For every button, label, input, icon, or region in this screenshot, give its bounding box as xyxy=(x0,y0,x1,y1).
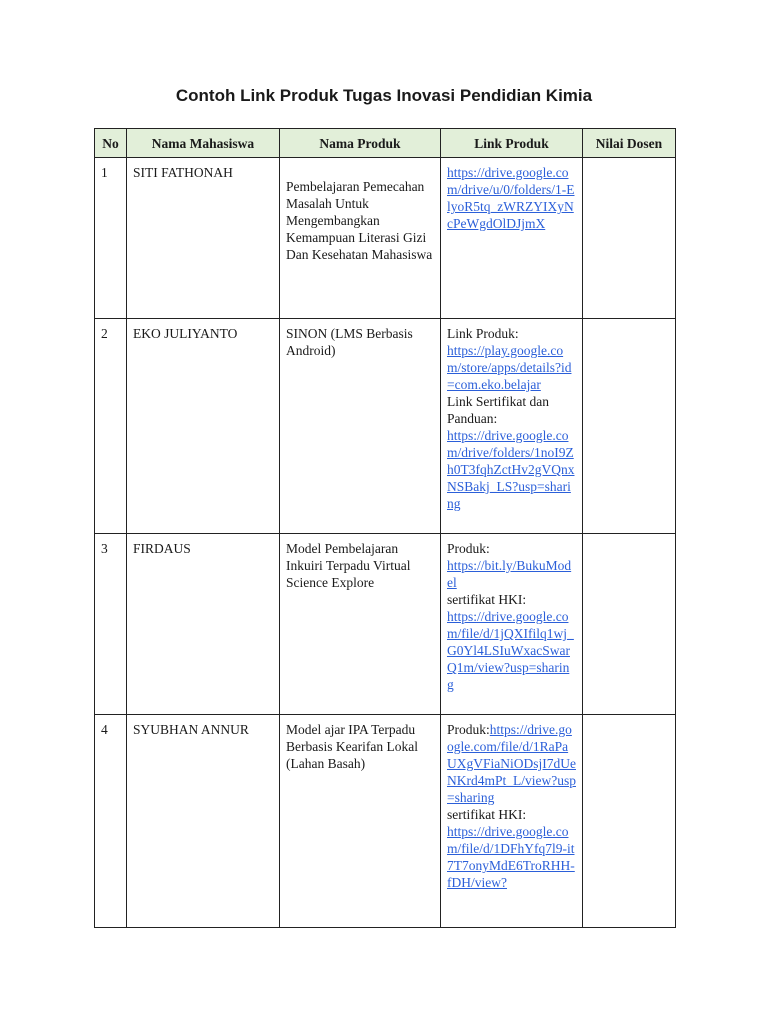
document-title: Contoh Link Produk Tugas Inovasi Pendidian Kimia xyxy=(175,86,593,105)
cell-nama-produk: Model ajar IPA Terpadu Berbasis Kearifan Lokal (Lahan Basah) xyxy=(280,715,441,928)
cell-link-produk xyxy=(441,534,583,715)
product-link[interactable]: https://play.google.com/store/apps/details?id=com.eko.belajar xyxy=(447,343,572,392)
table-row xyxy=(95,715,676,928)
cell-no: 4 xyxy=(95,715,127,928)
table-row xyxy=(95,319,676,534)
header-nama-mahasiswa: Nama Mahasiswa xyxy=(127,129,280,158)
cell-nilai-dosen[interactable] xyxy=(583,715,676,928)
cell-nilai-dosen[interactable] xyxy=(583,534,676,715)
link-label: Link Produk: xyxy=(447,326,519,341)
cell-nama-mahasiswa: SITI FATHONAH xyxy=(127,158,280,319)
product-links-table xyxy=(94,128,676,928)
link-label: sertifikat HKI: xyxy=(447,807,527,822)
cell-no: 2 xyxy=(95,319,127,534)
cell-nama-produk: Model Pembelajaran Inkuiri Terpadu Virtual Science Explore xyxy=(280,534,441,715)
product-link[interactable]: https://drive.google.com/file/d/1RaPaUXgVFiaNiODsjI7dUeNKrd4mPt_L/view?usp=sharing xyxy=(447,722,576,805)
table-row xyxy=(95,534,676,715)
header-no: No xyxy=(95,129,127,158)
link-label: sertifikat HKI: xyxy=(447,592,527,607)
product-name: Pembelajaran Pemecahan Masalah Untuk Mengembangkan Kemampuan Literasi Gizi Dan Kesehatan Mahasiswa xyxy=(286,179,433,262)
cell-link-produk xyxy=(441,319,583,534)
cell-nama-mahasiswa: FIRDAUS xyxy=(127,534,280,715)
product-link[interactable]: https://drive.google.com/drive/u/0/folders/1-ElyoR5tq_zWRZYIXyNcPeWgdOlDJjmX xyxy=(447,165,575,231)
table-row xyxy=(95,158,676,319)
cell-nama-produk: SINON (LMS Berbasis Android) xyxy=(280,319,441,534)
header-nilai-dosen: Nilai Dosen xyxy=(583,129,676,158)
link-label: Produk: xyxy=(447,722,490,737)
product-link[interactable]: https://bit.ly/BukuModel xyxy=(447,558,572,590)
certificate-link[interactable]: https://drive.google.com/file/d/1DFhYfq7l9-it7T7onyMdE6TroRHH-fDH/view? xyxy=(447,824,575,890)
cell-nilai-dosen[interactable] xyxy=(583,319,676,534)
header-nama-produk: Nama Produk xyxy=(280,129,441,158)
cell-no: 3 xyxy=(95,534,127,715)
cell-nama-mahasiswa: EKO JULIYANTO xyxy=(127,319,280,534)
cell-link-produk xyxy=(441,158,583,319)
table-header-row xyxy=(95,129,676,158)
cell-link-produk xyxy=(441,715,583,928)
link-label: Produk: xyxy=(447,541,490,556)
certificate-link[interactable]: https://drive.google.com/drive/folders/1noI9Zh0T3fqhZctHv2gVQnxNSBakj_LS?usp=sharing xyxy=(447,428,575,511)
header-link-produk: Link Produk xyxy=(441,129,583,158)
cell-no: 1 xyxy=(95,158,127,319)
cell-nama-produk xyxy=(280,158,441,319)
cell-nilai-dosen[interactable] xyxy=(583,158,676,319)
link-label: Link Sertifikat dan Panduan: xyxy=(447,394,549,426)
certificate-link[interactable]: https://drive.google.com/file/d/1jQXIfilq1wj_G0Yl4LSIuWxacSwarQ1m/view?usp=sharing xyxy=(447,609,574,692)
cell-nama-mahasiswa: SYUBHAN ANNUR xyxy=(127,715,280,928)
